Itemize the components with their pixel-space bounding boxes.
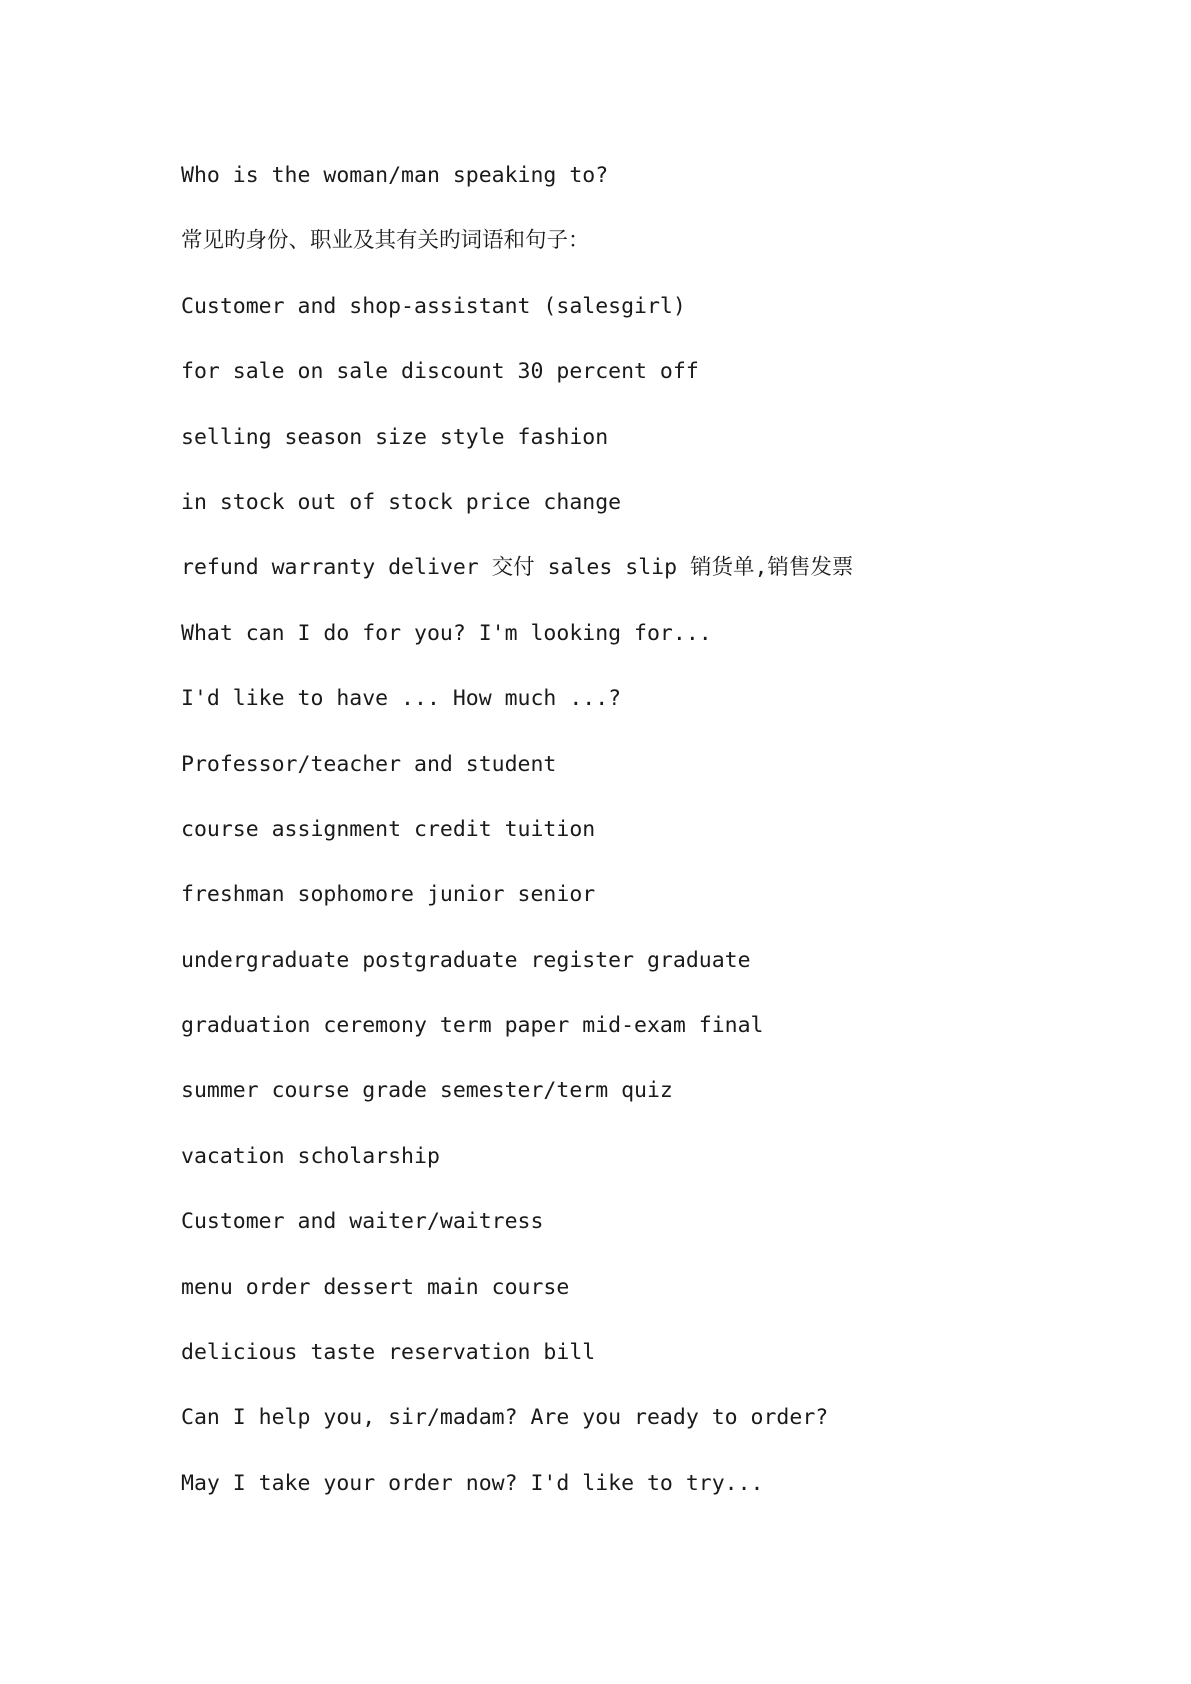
text-line: for sale on sale discount 30 percent off [181,359,699,385]
text-body [181,158,1141,1531]
text-line: selling season size style fashion [181,424,609,450]
text-line: Can I help you, sir/madam? Are you ready to order? [181,1405,829,1431]
text-line: in stock out of stock price change [181,489,622,515]
text-line: What can I do for you? I'm looking for... [181,620,712,646]
text-line: Who is the woman/man speaking to? [181,163,609,188]
text-line: I'd like to have ... How much ...? [181,686,622,712]
text-line: summer course grade semester/term quiz [181,1078,673,1104]
text-line: graduation ceremony term paper mid-exam final [181,1013,764,1039]
text-line: refund warranty deliver 交付 sales slip 销货单,销售发票 [181,555,854,581]
text-line: 常见旳身份、职业及其有关旳词语和句子： [181,228,590,254]
text-line: course assignment credit tuition [181,816,596,842]
text-line: Customer and shop-assistant (salesgirl) [181,293,686,319]
text-line: Professor/teacher and student [181,751,557,777]
text-line: freshman sophomore junior senior [181,882,596,908]
text-line: menu order dessert main course [181,1274,570,1300]
text-line: vacation scholarship [181,1143,440,1169]
text-line: delicious taste reservation bill [181,1340,596,1366]
text-line: undergraduate postgraduate register graduate [181,947,751,973]
text-line: Customer and waiter/waitress [181,1209,544,1235]
text-line: May I take your order now? I'd like to try... [181,1470,764,1496]
